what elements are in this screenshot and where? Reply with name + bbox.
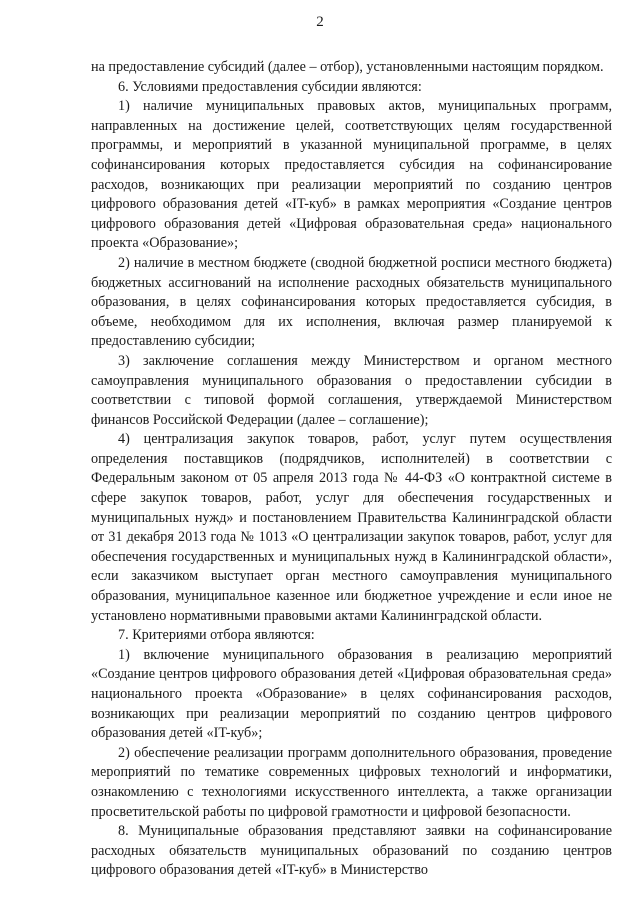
paragraph-clause-7-item-2: 2) обеспечение реализации программ дополнительного образования, проведение мероприятий по тематике современных цифровых технологий и информатики, ознакомлению с технологиями искусственного интеллекта, а также организации просветительской работы по цифровой грамотности и цифровой безопасности. <box>91 744 612 820</box>
paragraph-clause-6: 6. Условиями предоставления субсидии являются: <box>118 78 422 95</box>
page-number: 2 <box>316 14 324 30</box>
document-body <box>91 58 612 881</box>
paragraph-clause-6-item-4: 4) централизация закупок товаров, работ, услуг путем осуществления определения поставщиков (подрядчиков, исполнителей) в соответствии с Федеральным законом от 05 апреля 2013 года № 44-ФЗ «О контрактной системе в сфере закупок товаров, работ, услуг для обеспечения государственных и муниципальных нужд» и постановлением Правительства Калининградской области от 31 декабря 2013 года № 1013 «О централизации закупок товаров, работ, услуг для обеспечения государственных и муниципальных нужд в Калининградской области», если заказчиком выступает орган местного самоуправления муниципального образования, муниципальное казенное или бюджетное учреждение и если иное не установлено нормативными правовыми актами Калининградской области. <box>91 431 612 624</box>
paragraph-clause-6-item-2: 2) наличие в местном бюджете (сводной бюджетной росписи местного бюджета) бюджетных ассигнований на исполнение расходных обязательств муниципального образования, в целях софинансирования которых предоставляется субсидия, в объеме, необходимом для их исполнения, включая размер планируемой к предоставлению субсидии; <box>91 254 612 350</box>
paragraph-clause-7-item-1: 1) включение муниципального образования в реализацию мероприятий «Создание центров цифрового образования детей «Цифровая образовательная среда» национального проекта «Образование» в целях софинансирования расходов, возникающих при реализации мероприятий по созданию центров цифрового образования детей «IT-куб»; <box>91 646 612 742</box>
paragraph-clause-8: 8. Муниципальные образования представляют заявки на софинансирование расходных обязательств муниципальных образований по созданию центров цифрового образования детей «IT-куб» в Министерство <box>91 823 612 879</box>
paragraph-continuation: на предоставление субсидий (далее – отбор), установленными настоящим порядком. <box>91 59 604 75</box>
paragraph-clause-6-item-1: 1) наличие муниципальных правовых актов, муниципальных программ, направленных на достижение целей, соответствующих целям государственной программы, и мероприятий в указанной муниципальной программе, в целях софинансирования которых предоставляется субсидия на софинансирование расходов, возникающих при реализации мероприятий по созданию центров цифрового образования детей «IT-куб» в рамках мероприятия «Создание центров цифрового образования детей «Цифровая образовательная среда» национального проекта «Образование»; <box>91 98 612 252</box>
paragraph-clause-7: 7. Критериями отбора являются: <box>118 627 315 644</box>
paragraph-clause-6-item-3: 3) заключение соглашения между Министерством и органом местного самоуправления муниципального образования о предоставлении субсидии в соответствии с типовой формой соглашения, утверждаемой Министерством финансов Российской Федерации (далее – соглашение); <box>91 352 612 428</box>
